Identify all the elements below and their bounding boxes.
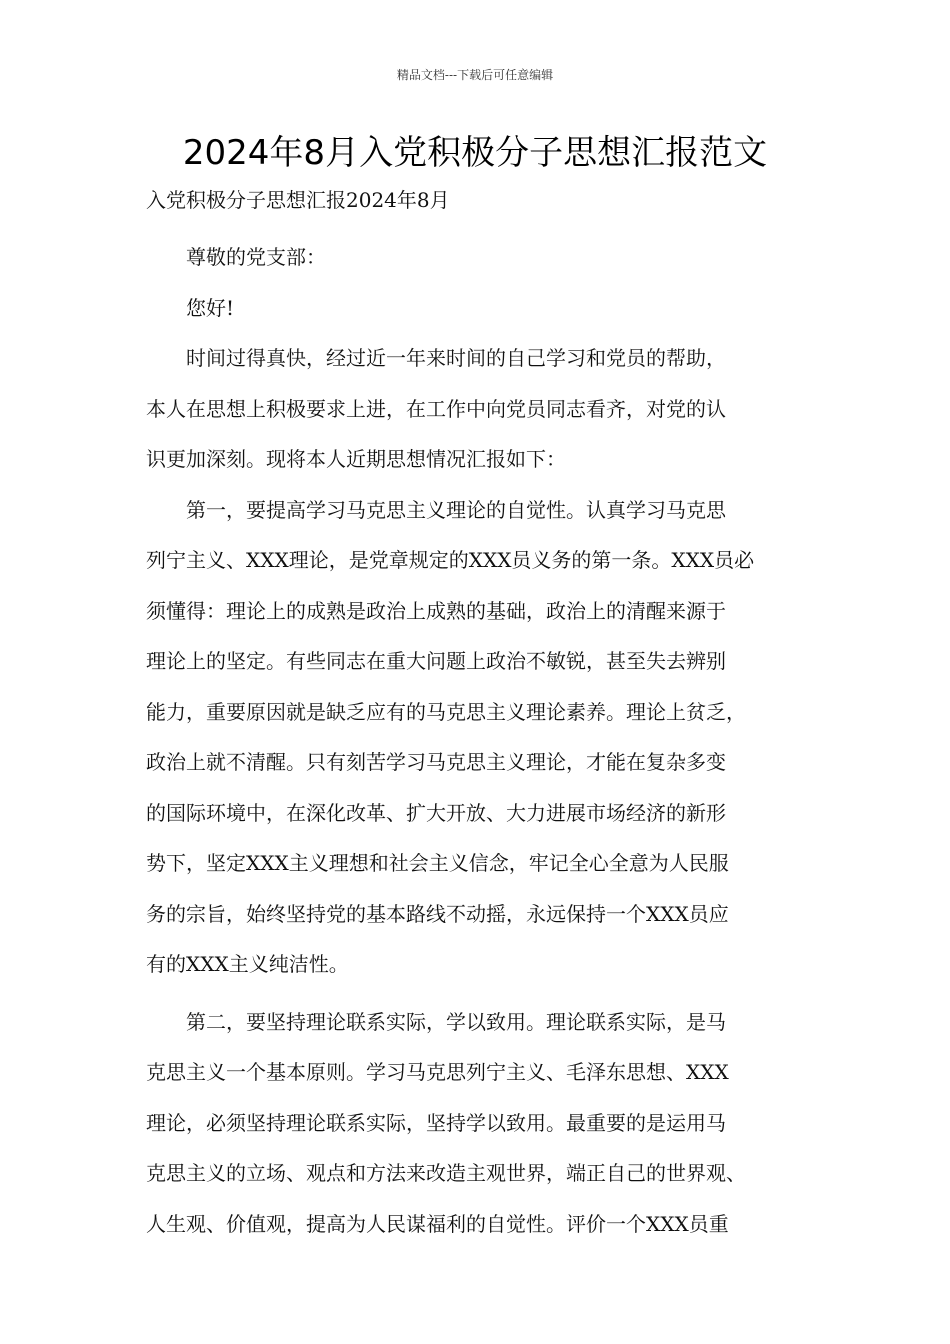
- paragraph-2-line: 务的宗旨，始终坚持党的基本路线不动摇，永远保持一个XXX员应: [146, 901, 729, 926]
- greeting: 您好!: [186, 295, 235, 320]
- paragraph-1-line: 识更加深刻。现将本人近期思想情况汇报如下：: [146, 447, 566, 471]
- paragraph-1-line: 时间过得真快，经过近一年来时间的自己学习和党员的帮助，: [186, 346, 726, 370]
- paragraph-2-line: 能力，重要原因就是缺乏应有的马克思主义理论素养。理论上贫乏，: [146, 699, 746, 724]
- paragraph-2-line: 势下，坚定XXX主义理想和社会主义信念，牢记全心全意为人民服: [146, 851, 729, 875]
- paragraph-2-line: 须懂得：理论上的成熟是政治上成熟的基础，政治上的清醒来源于: [146, 598, 726, 623]
- document-subtitle: 入党积极分子思想汇报2024年8月: [146, 188, 450, 212]
- document-title: 2024年8月入党积极分子思想汇报范文: [182, 133, 768, 173]
- header-note: 精品文档---下载后可任意编辑: [396, 68, 554, 82]
- salutation: 尊敬的党支部：: [186, 245, 326, 269]
- paragraph-2-line: 政治上就不清醒。只有刻苦学习马克思主义理论，才能在复杂多变: [146, 750, 726, 774]
- paragraph-3-line: 人生观、价值观，提高为人民谋福利的自觉性。评价一个XXX员重: [146, 1211, 729, 1236]
- paragraph-spacer: [146, 990, 826, 997]
- paragraph-3-line: 克思主义一个基本原则。学习马克思列宁主义、毛泽东思想、XXX: [146, 1060, 729, 1084]
- paragraph-3-line: 理论，必须坚持理论联系实际，坚持学以致用。最重要的是运用马: [146, 1110, 726, 1135]
- paragraph-2-line: 的国际环境中，在深化改革、扩大开放、大力进展市场经济的新形: [146, 800, 726, 825]
- paragraph-2-line: 理论上的坚定。有些同志在重大问题上政治不敏锐，甚至失去辨别: [146, 649, 726, 673]
- paragraph-3-line: 第二，要坚持理论联系实际，学以致用。理论联系实际，是马: [186, 1009, 726, 1034]
- paragraph-2-line: 第一，要提高学习马克思主义理论的自觉性。认真学习马克思: [186, 497, 726, 522]
- paragraph-2-line: 列宁主义、XXX理论，是党章规定的XXX员义务的第一条。XXX员必: [146, 548, 755, 572]
- paragraph-2-line: 有的XXX主义纯洁性。: [146, 952, 349, 976]
- paragraph-3-line: 克思主义的立场、观点和方法来改造主观世界，端正自己的世界观、: [146, 1161, 746, 1185]
- document-body: [146, 232, 826, 1249]
- paragraph-1-line: 本人在思想上积极要求上进，在工作中向党员同志看齐，对党的认: [146, 396, 726, 421]
